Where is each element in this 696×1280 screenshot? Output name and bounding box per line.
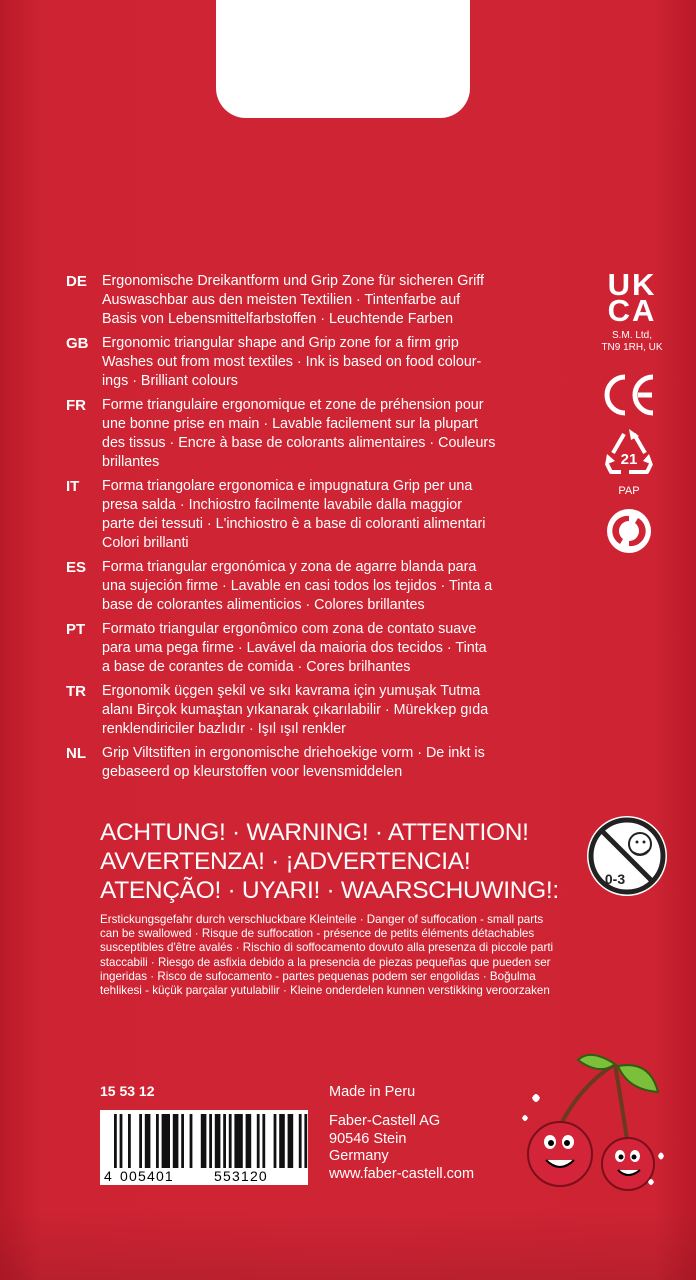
warning-text-line: susceptibles d'être avalés · Rischio di soffocamento dovuto alla presenza di piccole parti [100, 941, 554, 955]
language-code: PT [66, 621, 86, 638]
barcode-numbers [100, 1168, 308, 1185]
description-line: base de colorantes alimenticios · Colores brillantes [102, 597, 425, 613]
language-code: FR [66, 397, 86, 414]
barcode-bar [181, 1114, 184, 1168]
warning-headline-line: AVVERTENZA! · ¡ADVERTENCIA! [100, 848, 471, 875]
language-description [102, 682, 488, 739]
barcode-bar [274, 1114, 277, 1168]
bottom-shadow [0, 1210, 696, 1280]
description-line: Forma triangolare ergonomica e impugnatura Grip per una [102, 478, 473, 494]
language-description [102, 477, 485, 553]
language-row-fr [66, 396, 566, 472]
recycling-pap-mark [596, 428, 662, 497]
warning-headline-line: ATENÇÃO! · UYARI! · WAARSCHUWING!: [100, 877, 559, 904]
language-row-nl [66, 744, 566, 782]
language-description [102, 396, 495, 472]
ukca-mark [597, 267, 667, 354]
description-line: presa salda · Inchiostro facilmente lavabile dalla maggior [102, 497, 462, 513]
language-code: NL [66, 745, 86, 762]
warning-text-line: ingeridas · Risco de sufocamento - partes pequenas podem ser engolidas · Boğulma [100, 969, 536, 983]
barcode-bar [304, 1114, 307, 1168]
description-line: alanı Birçok kumaştan yıkanarak çıkarılabilir · Mürekkep gıda [102, 702, 489, 718]
description-line: des tissus · Encre à base de colorants alimentaires · Couleurs [102, 435, 496, 451]
barcode-bar [288, 1114, 294, 1168]
language-row-gb [66, 334, 566, 391]
description-line: a base de corantes de comida · Cores brilhantes [102, 659, 411, 675]
warning-text-line: Erstickungsgefahr durch verschluckbare Kleinteile · Danger of suffocation - small parts [100, 913, 544, 926]
barcode-bar [162, 1114, 170, 1168]
description-line: Ergonomik üçgen şekil ve sıkı kavrama için yumuşak Tutma [102, 683, 481, 699]
language-description [102, 744, 485, 782]
barcode-bar [173, 1114, 179, 1168]
ukca-logo-top: UK [607, 267, 657, 302]
barcode-bar [223, 1114, 226, 1168]
description-line: Grip Viltstiften in ergonomische driehoekige vorm · De inkt is [102, 745, 485, 761]
pap-number: 21 [620, 451, 638, 468]
barcode-bar [201, 1114, 207, 1168]
language-row-tr [66, 682, 566, 739]
description-line: renklendiriciler bazlıdır · Işıl ışıl renkler [102, 721, 346, 737]
description-line: parte dei tessuti · L'inchiostro è a base di coloranti alimentari [102, 516, 486, 532]
barcode-bar [279, 1114, 285, 1168]
description-line: une bonne prise en main · Lavable facilement sur la plupart [102, 416, 478, 432]
warning-headline-line: ACHTUNG! · WARNING! · ATTENTION! [100, 819, 529, 846]
barcode-bar [114, 1114, 117, 1168]
language-row-pt [66, 620, 566, 677]
barcode-bars-icon [100, 1110, 308, 1170]
description-line: Auswaschbar aus den meisten Textilien · Tintenfarbe auf [102, 292, 461, 308]
description-line: Forme triangulaire ergonomique et zone de préhension pour [102, 397, 484, 413]
warning-text-line: staccabili · Riesgo de asfixia debido a la presencia de piezas pequeñas que pueden ser [100, 955, 551, 969]
description-line: Ergonomische Dreikantform und Grip Zone für sicheren Griff [102, 273, 484, 289]
barcode-bar [209, 1114, 212, 1168]
language-code: GB [66, 335, 89, 352]
warning-text-line: can be swallowed · Risque de suffocation - présence de petits éléments détachables [100, 927, 535, 941]
description-line: para uma pega firme · Lavável da maioria dos tecidos · Tinta [102, 640, 487, 656]
address-line: Faber-Castell AG [329, 1113, 441, 1129]
product-description-list [66, 272, 566, 787]
address-line: 90546 Stein [329, 1130, 407, 1147]
description-line: Forma triangular ergonómica y zona de agarre blanda para [102, 559, 477, 575]
article-number: 15 53 12 [100, 1083, 155, 1099]
age-label: 0-3 [604, 871, 626, 887]
barcode-bar [139, 1114, 142, 1168]
cherries-mascot-icon [510, 1046, 680, 1196]
language-row-es [66, 558, 566, 615]
green-dot-icon [606, 508, 652, 554]
language-code: ES [66, 559, 87, 576]
barcode-bar [215, 1114, 221, 1168]
barcode-bar [128, 1114, 131, 1168]
language-code: TR [66, 683, 86, 700]
language-description [102, 272, 484, 329]
description-line: Formato triangular ergonômico com zona de contato suave [102, 621, 477, 637]
barcode-bar [229, 1114, 232, 1168]
description-line: Washes out from most textiles · Ink is based on food colour- [102, 354, 482, 370]
language-description [102, 558, 492, 615]
description-line: Basis von Lebensmittelfarbstoffen · Leuchtende Farben [102, 311, 454, 327]
barcode-bar [299, 1114, 302, 1168]
warning-text [100, 913, 600, 998]
barcode-bar [190, 1114, 193, 1168]
hang-tab-cutout [216, 0, 470, 118]
description-line: Ergonomic triangular shape and Grip zone for a firm grip [102, 335, 459, 351]
barcode-bar [246, 1114, 252, 1168]
language-description [102, 620, 487, 677]
language-row-de [66, 272, 566, 329]
manufacturer-address [329, 1113, 474, 1183]
language-code: IT [66, 478, 80, 495]
recycling-triangle-icon [601, 428, 657, 480]
barcode-right-digits: 553120 [214, 1168, 268, 1184]
barcode [100, 1110, 308, 1185]
description-line: una sujeción firme · Lavable en casi todos los tejidos · Tinta a [102, 578, 493, 594]
website-link: www.faber-castell.com [329, 1165, 475, 1182]
description-line: ings · Brilliant colours [102, 373, 238, 389]
description-line: Colori brillanti [102, 535, 189, 551]
ukca-logo-bottom: CA [607, 293, 657, 328]
barcode-first-digit: 4 [104, 1168, 112, 1184]
ukca-address-line2: TN9 1RH, UK [601, 342, 663, 353]
barcode-bar [262, 1114, 265, 1168]
ukca-logo [607, 267, 657, 328]
language-row-it [66, 477, 566, 553]
description-line: brillantes [102, 454, 160, 470]
ce-mark-icon [598, 370, 658, 420]
pap-label: PAP [618, 485, 640, 497]
barcode-bar [145, 1114, 151, 1168]
ukca-address-line1: S.M. Ltd, [611, 330, 652, 341]
age-warning-icon [585, 814, 669, 898]
address-line: Germany [329, 1148, 389, 1164]
made-in: Made in Peru [329, 1084, 416, 1100]
barcode-bar [257, 1114, 260, 1168]
barcode-left-digits: 005401 [120, 1168, 174, 1184]
barcode-bar [156, 1114, 159, 1168]
language-code: DE [66, 273, 87, 290]
language-description [102, 334, 481, 391]
warning-text-line: tehlikesi - küçük parçalar yutulabilir · Kleine onderdelen kunnen verstikking veroorzaken [100, 984, 550, 998]
barcode-bar [120, 1114, 123, 1168]
warning-headline [100, 818, 580, 905]
description-line: gebaseerd op kleurstoffen voor levensmiddelen [102, 764, 403, 780]
barcode-bar [234, 1114, 242, 1168]
